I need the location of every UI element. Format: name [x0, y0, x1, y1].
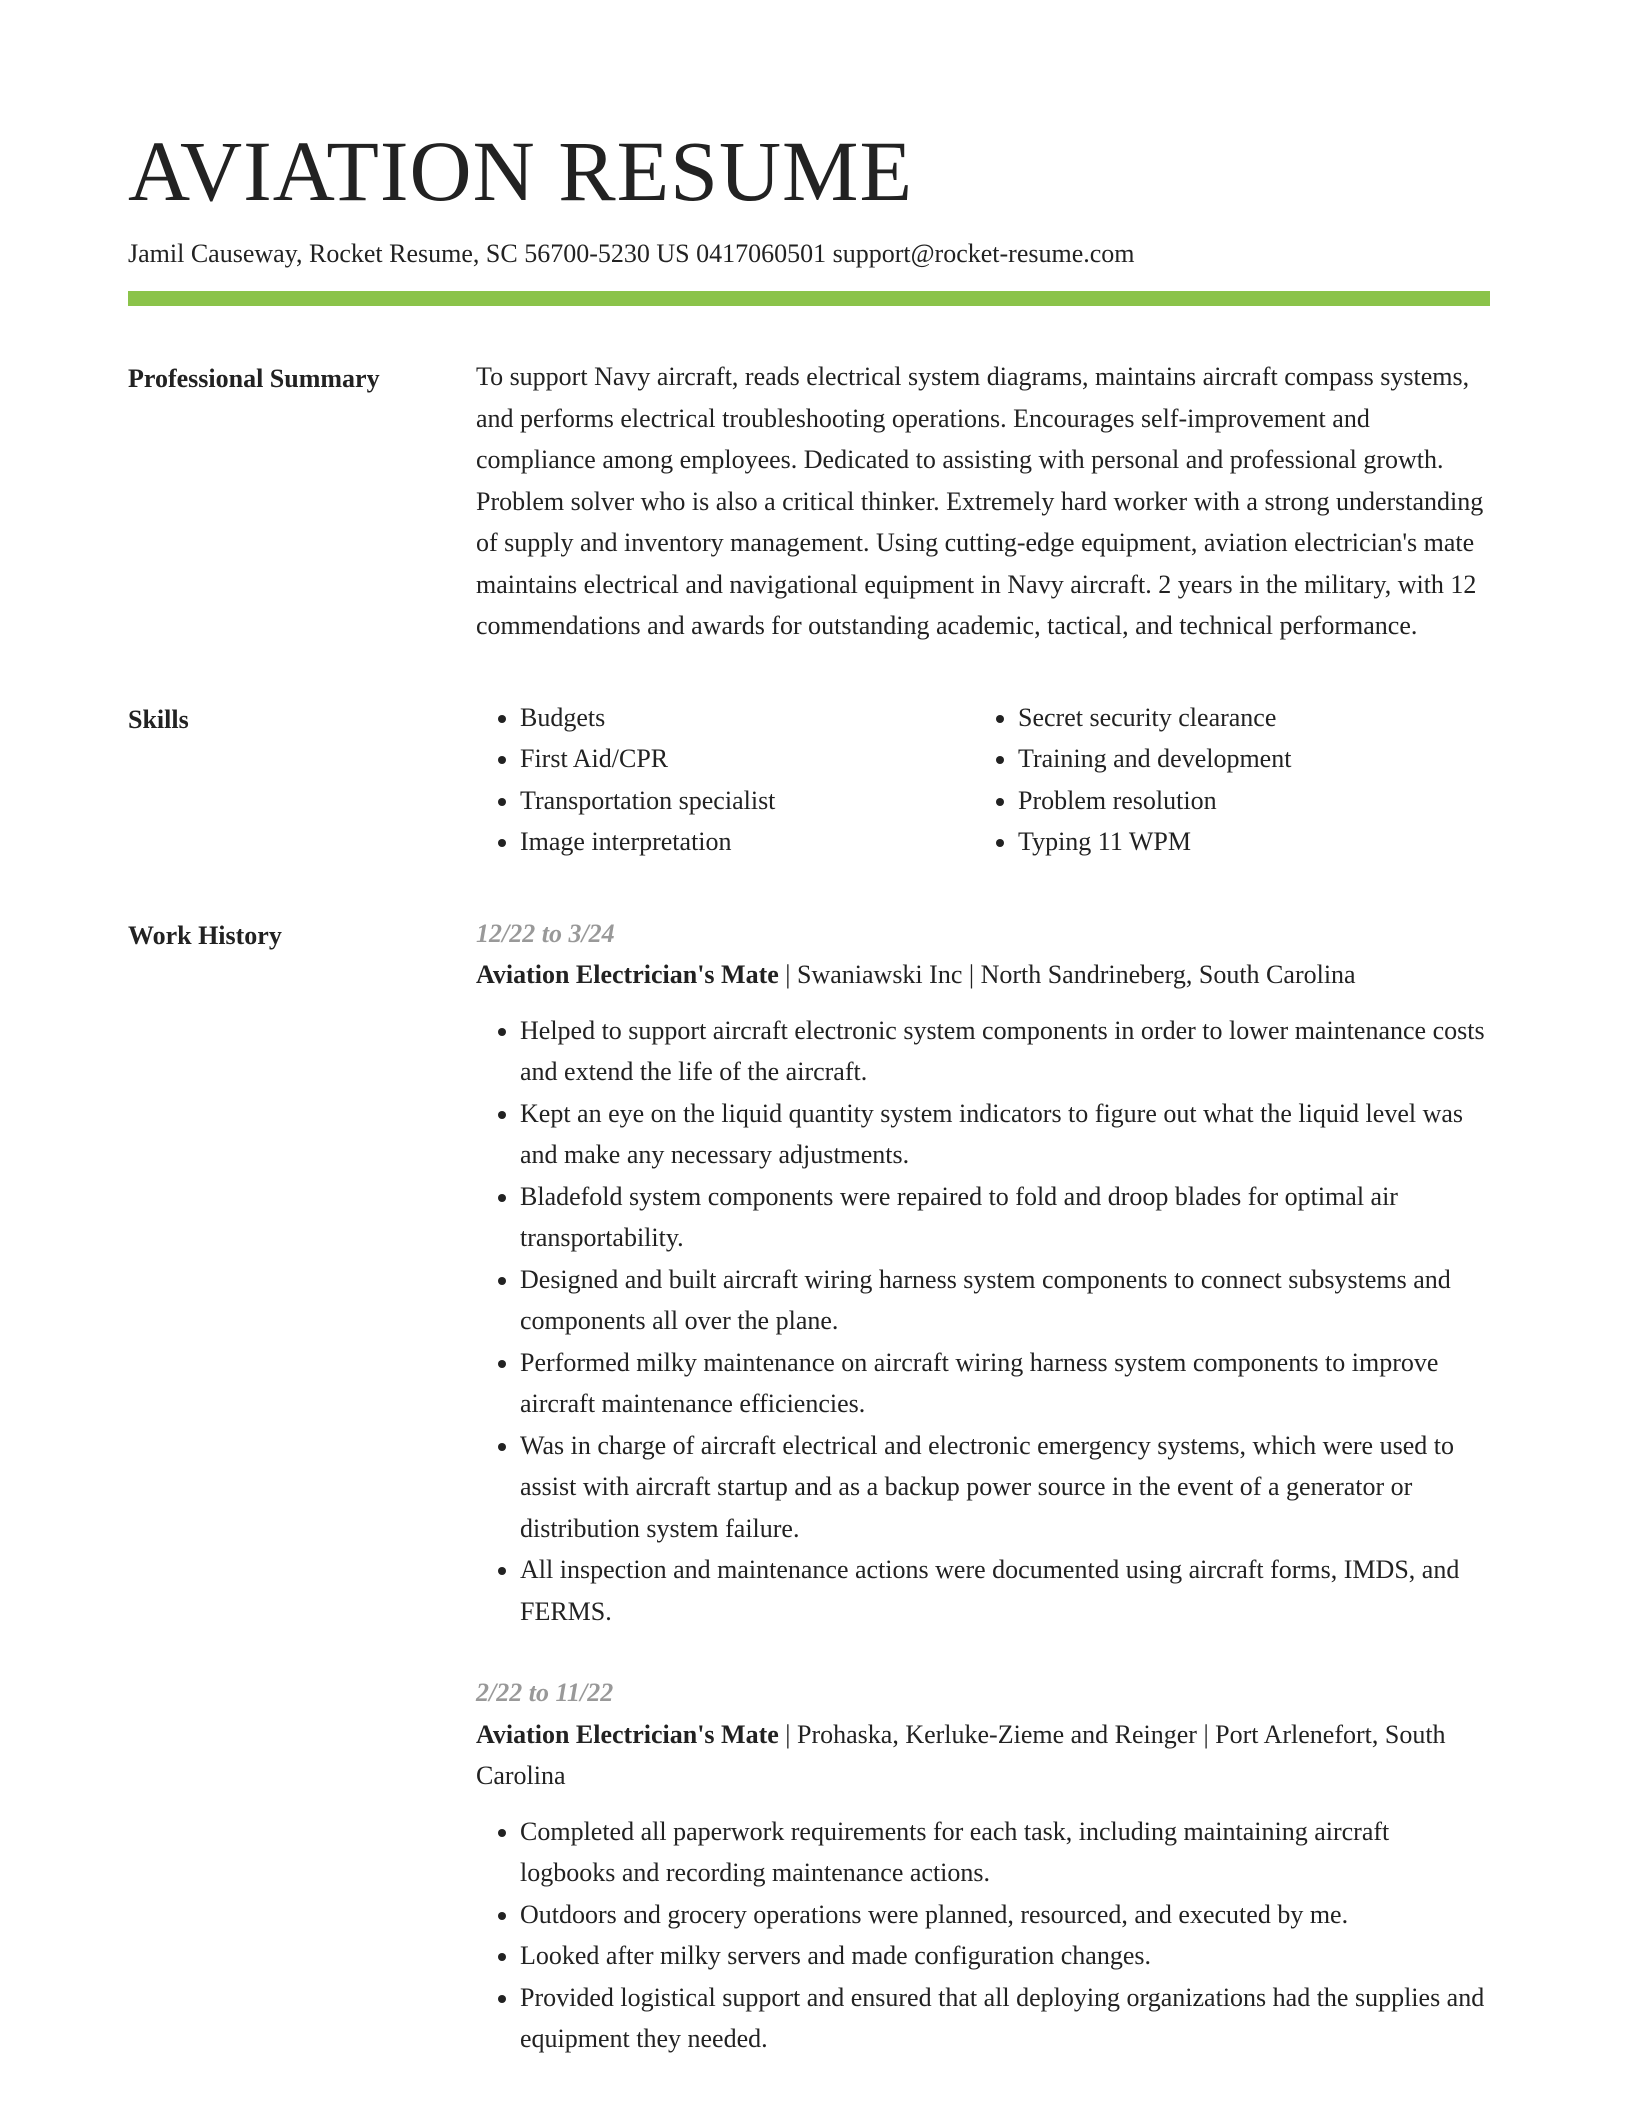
work-history-section [128, 915, 1490, 2060]
job-title: Aviation Electrician's Mate [476, 960, 779, 990]
skills-column-left [476, 697, 974, 863]
job-bullet: • Completed all paperwork requirements for each task, including maintaining aircraft logbooks and recording maintenance actions. [520, 1811, 1490, 1894]
job-entry [476, 1672, 1490, 2060]
job-bullet: • All inspection and maintenance actions were documented using aircraft forms, IMDS, and FERMS. [520, 1549, 1490, 1632]
skills-column-right [974, 697, 1472, 863]
job-bullet: • Outdoors and grocery operations were planned, resourced, and executed by me. [520, 1894, 1490, 1936]
skill-item: • Transportation specialist [520, 780, 974, 822]
job-bullet: • Kept an eye on the liquid quantity system indicators to figure out what the liquid level was and make any necessary adjustments. [520, 1093, 1490, 1176]
skill-item: • Training and development [1018, 738, 1472, 780]
accent-divider [128, 291, 1490, 306]
summary-section [128, 358, 1490, 647]
summary-text: To support Navy aircraft, reads electrical system diagrams, maintains aircraft compass systems, and performs electrical troubleshooting operations. Encourages self-improvement and compliance among employees. Dedicated to assisting with personal and professional growth. Problem solver who is also a critical thinker. Extremely hard worker with a strong understanding of supply and inventory management. Using cutting-edge equipment, aviation electrician's mate maintains electrical and navigational equipment in Navy aircraft. 2 years in the military, with 12 commendations and awards for outstanding academic, tactical, and technical performance. [476, 362, 1484, 641]
job-bullet: • Looked after milky servers and made configuration changes. [520, 1935, 1490, 1977]
skill-item: • Image interpretation [520, 821, 974, 863]
skills-list [476, 697, 1490, 863]
skills-section [128, 699, 1490, 863]
job-bullets [476, 1811, 1490, 2060]
skill-item: • Secret security clearance [1018, 697, 1472, 739]
job-heading [476, 1714, 1490, 1797]
job-entry [476, 913, 1490, 1633]
job-bullet: • Bladefold system components were repaired to fold and droop blades for optimal air transportability. [520, 1176, 1490, 1259]
job-bullet: • Helped to support aircraft electronic system components in order to lower maintenance costs and extend the life of the aircraft. [520, 1010, 1490, 1093]
resume-page [128, 120, 1490, 2060]
job-bullet: • Provided logistical support and ensured that all deploying organizations had the supplies and equipment they needed. [520, 1977, 1490, 2060]
skill-item: • Problem resolution [1018, 780, 1472, 822]
summary-heading: Professional Summary [128, 364, 380, 394]
contact-line: Jamil Causeway, Rocket Resume, SC 56700-5230 US 0417060501 support@rocket-resume.com [128, 239, 1135, 268]
job-dates: 12/22 to 3/24 [476, 918, 615, 948]
skill-item: • First Aid/CPR [520, 738, 974, 780]
job-title: Aviation Electrician's Mate [476, 1719, 779, 1749]
job-bullet: • Designed and built aircraft wiring harness system components to connect subsystems and components all over the plane. [520, 1259, 1490, 1342]
skill-item: • Typing 11 WPM [1018, 821, 1472, 863]
job-bullet: • Was in charge of aircraft electrical and electronic emergency systems, which were used to assist with aircraft startup and as a backup power source in the event of a generator or distribution system failure. [520, 1425, 1490, 1550]
job-details: | Prohaska, Kerluke-Zieme and Reinger | Port Arlenefort, South Carolina [476, 1719, 1446, 1791]
job-bullet: • Performed milky maintenance on aircraft wiring harness system components to improve aircraft maintenance efficiencies. [520, 1342, 1490, 1425]
skills-heading: Skills [128, 704, 189, 734]
job-heading [476, 954, 1490, 996]
work-history-heading: Work History [128, 920, 282, 950]
job-bullets [476, 1010, 1490, 1633]
job-dates: 2/22 to 11/22 [476, 1678, 614, 1708]
resume-title: AVIATION RESUME [128, 123, 914, 219]
job-details: | Swaniawski Inc | North Sandrineberg, South Carolina [778, 960, 1356, 990]
skill-item: • Budgets [520, 697, 974, 739]
